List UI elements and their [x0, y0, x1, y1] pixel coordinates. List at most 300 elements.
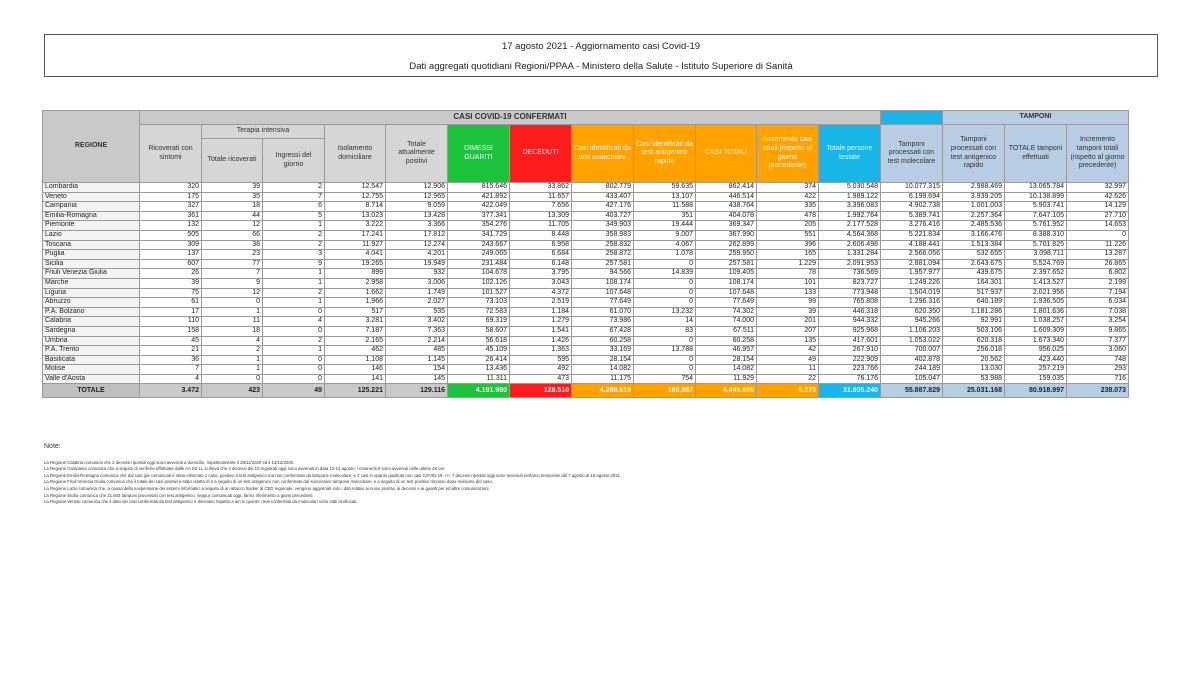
table-cell: 1.038.257: [1005, 317, 1067, 327]
table-cell: 11: [757, 365, 819, 375]
table-row: [43, 374, 1129, 384]
table-cell: 944.332: [819, 317, 881, 327]
table-cell: 485: [386, 346, 448, 356]
table-cell: 12.965: [386, 192, 448, 202]
table-row: [43, 183, 1129, 193]
table-cell: 39: [757, 307, 819, 317]
table-cell: 154: [386, 365, 448, 375]
table-cell: 74.302: [696, 307, 757, 317]
table-cell: 607: [140, 259, 202, 269]
table-cell: 243.667: [448, 240, 510, 250]
note-line: La Regione Veneto comunica che il dato dei casi confermati da test antigenico è diminuito rispetto a ieri in quanto i test confermati da molecolari sono stati ricollocati.: [44, 499, 358, 505]
table-cell: 2.566.056: [881, 250, 943, 260]
table-cell: 165: [757, 250, 819, 260]
table-cell: 3.366: [386, 221, 448, 231]
table-cell: 231.484: [448, 259, 510, 269]
group-persone-spacer: [881, 111, 943, 125]
table-cell: 14.082: [696, 365, 757, 375]
table-cell: 12: [202, 288, 263, 298]
note-line: La Regione Lazio comunica che, a causa della sospensione dei sistemi informatici a seguito di un attacco hacker al CED regionale, vengono aggiornati solo i dati relativi ai nuovi positivi, ai decessi e ai guariti per ed altre comunicazioni.: [44, 485, 490, 491]
table-cell: 862.414: [696, 183, 757, 193]
table-cell: 207: [757, 326, 819, 336]
notes-lines: [44, 460, 1154, 506]
table-cell: 1.749: [386, 288, 448, 298]
table-cell: 1.609.309: [1005, 326, 1067, 336]
table-cell: 28.154: [696, 355, 757, 365]
table-cell: 327: [140, 202, 202, 212]
totals-cell: 4.288.619: [572, 384, 634, 398]
col-tamponi-incremento: Incremento tamponi totali (rispetto al giorno precedente): [1067, 125, 1129, 183]
row-region-name: Piemonte: [43, 221, 140, 231]
table-row: [43, 211, 1129, 221]
totals-cell: 129.116: [386, 384, 448, 398]
table-cell: 5.701.825: [1005, 240, 1067, 250]
table-cell: 45: [140, 336, 202, 346]
table-cell: 19.265: [325, 259, 386, 269]
table-cell: 14.653: [1067, 221, 1129, 231]
table-cell: 3.166.476: [943, 230, 1005, 240]
table-row: [43, 288, 1129, 298]
table-row: [43, 250, 1129, 260]
table-cell: 446.514: [696, 192, 757, 202]
table-cell: 0: [634, 278, 696, 288]
table-cell: 3.795: [510, 269, 572, 279]
table-cell: 422: [757, 192, 819, 202]
row-region-name: Valle d'Aosta: [43, 374, 140, 384]
table-cell: 433.407: [572, 192, 634, 202]
table-cell: 0: [263, 365, 325, 375]
table-cell: 99: [757, 298, 819, 308]
table-cell: 5.389.741: [881, 211, 943, 221]
totals-cell: 55.887.829: [881, 384, 943, 398]
table-cell: 0: [202, 298, 263, 308]
totals-label: TOTALE: [43, 384, 140, 398]
row-region-name: P.A. Trento: [43, 346, 140, 356]
table-row: [43, 346, 1129, 356]
table-cell: 956.025: [1005, 346, 1067, 356]
table-cell: 7.194: [1067, 288, 1129, 298]
row-region-name: Toscana: [43, 240, 140, 250]
table-cell: 107.648: [696, 288, 757, 298]
row-region-name: Umbria: [43, 336, 140, 346]
table-cell: 66: [202, 230, 263, 240]
table-cell: 3.006: [386, 278, 448, 288]
table-cell: 13.788: [634, 346, 696, 356]
table-cell: 18: [202, 326, 263, 336]
table-cell: 421.892: [448, 192, 510, 202]
table-cell: 108.174: [696, 278, 757, 288]
col-tamponi-antigenico: Tamponi processati con test antigenico rapido: [943, 125, 1005, 183]
col-dimessi: DIMESSI GUARITI: [448, 125, 510, 183]
table-cell: 12.547: [325, 183, 386, 193]
table-cell: 7: [140, 365, 202, 375]
group-casi-confermati: CASI COVID-19 CONFERMATI: [140, 111, 881, 125]
table-cell: 404.078: [696, 211, 757, 221]
table-row: [43, 278, 1129, 288]
table-row: [43, 269, 1129, 279]
table-row: [43, 240, 1129, 250]
table-cell: 7.363: [386, 326, 448, 336]
table-cell: 1.673.340: [1005, 336, 1067, 346]
table-cell: 1: [202, 365, 263, 375]
table-cell: 26: [140, 269, 202, 279]
table-cell: 61.070: [572, 307, 634, 317]
row-region-name: Basilicata: [43, 355, 140, 365]
table-row: [43, 230, 1129, 240]
table-cell: 377.341: [448, 211, 510, 221]
table-cell: 6.148: [510, 259, 572, 269]
table-cell: 164.301: [943, 278, 1005, 288]
table-cell: 349.903: [572, 221, 634, 231]
table-cell: 58.607: [448, 326, 510, 336]
table-cell: 1.936.505: [1005, 298, 1067, 308]
table-cell: 7.647.105: [1005, 211, 1067, 221]
table-cell: 716: [1067, 374, 1129, 384]
table-cell: 2: [263, 288, 325, 298]
col-ricoverati: Ricoverati con sintomi: [140, 125, 202, 183]
table-cell: 102.126: [448, 278, 510, 288]
table-cell: 94.566: [572, 269, 634, 279]
report-header: [44, 34, 1158, 77]
table-row: [43, 317, 1129, 327]
col-tamponi-molecolare: Tamponi processati con test molecolare: [881, 125, 943, 183]
table-cell: 77: [202, 259, 263, 269]
table-cell: 3.396.083: [819, 202, 881, 212]
table-cell: 4: [140, 374, 202, 384]
table-cell: 11.311: [448, 374, 510, 384]
row-region-name: Friuli Venezia Giulia: [43, 269, 140, 279]
totals-cell: 5.273: [757, 384, 819, 398]
table-cell: 358.983: [572, 230, 634, 240]
note-line: La Regione Emilia-Romagna comunica che dai casi già comunicati è stato eliminato 1 caso, positivo a test antigenico ma non confermato da tampone molecolare, e 2 casi in quanto giudicati non casi COVID-19. I n. 7 decessi riportati oggi sono avvenuti nell'arco temporale dal 7 agosto al 15 agosto 2021.: [44, 472, 622, 478]
table-cell: 26.865: [1067, 259, 1129, 269]
table-cell: 1: [263, 278, 325, 288]
table-cell: 12.274: [386, 240, 448, 250]
table-cell: 259.950: [696, 250, 757, 260]
table-cell: 0: [202, 374, 263, 384]
table-cell: 1.513.384: [943, 240, 1005, 250]
col-ti-ingressi: Ingressi del giorno: [263, 139, 325, 183]
table-cell: 1.296.316: [881, 298, 943, 308]
row-region-name: Marche: [43, 278, 140, 288]
table-cell: 257.581: [696, 259, 757, 269]
table-cell: 13.287: [1067, 250, 1129, 260]
table-cell: 341.729: [448, 230, 510, 240]
row-region-name: Lazio: [43, 230, 140, 240]
table-cell: 72.583: [448, 307, 510, 317]
table-cell: 1.957.977: [881, 269, 943, 279]
group-tamponi: TAMPONI: [943, 111, 1129, 125]
table-cell: 2: [263, 240, 325, 250]
table-cell: 257.219: [1005, 365, 1067, 375]
totals-cell: 80.918.997: [1005, 384, 1067, 398]
table-row: [43, 365, 1129, 375]
table-row: [43, 202, 1129, 212]
table-cell: 132: [140, 221, 202, 231]
table-cell: 823.727: [819, 278, 881, 288]
table-cell: 13.428: [386, 211, 448, 221]
table-cell: 802.779: [572, 183, 634, 193]
table-cell: 5: [263, 211, 325, 221]
table-cell: 135: [757, 336, 819, 346]
table-cell: 3.043: [510, 278, 572, 288]
col-ti-totale: Totale ricoverati: [202, 139, 263, 183]
table-cell: 1.966: [325, 298, 386, 308]
table-cell: 61: [140, 298, 202, 308]
table-cell: 7: [263, 192, 325, 202]
table-cell: 1.229: [757, 259, 819, 269]
table-cell: 14.082: [572, 365, 634, 375]
table-cell: 551: [757, 230, 819, 240]
table-cell: 1.249.226: [881, 278, 943, 288]
table-cell: 9.865: [1067, 326, 1129, 336]
table-cell: 3.222: [325, 221, 386, 231]
table-cell: 1.541: [510, 326, 572, 336]
table-cell: 403.727: [572, 211, 634, 221]
table-cell: 158: [140, 326, 202, 336]
table-cell: 1: [202, 355, 263, 365]
table-cell: 7: [202, 269, 263, 279]
table-cell: 4.902.738: [881, 202, 943, 212]
table-cell: 1.279: [510, 317, 572, 327]
note-line: La Regione Calabria comunica che 2 decessi riportati oggi sono avvenuti a domicilio, rispettivamente il 28/11/2020 ed il 14/12/2020.: [44, 459, 295, 465]
row-region-name: Molise: [43, 365, 140, 375]
table-cell: 4: [202, 336, 263, 346]
table-cell: 1.504.019: [881, 288, 943, 298]
totals-cell: 31.805.240: [819, 384, 881, 398]
table-cell: 1.108: [325, 355, 386, 365]
table-cell: 258.832: [572, 240, 634, 250]
table-cell: 4.564.368: [819, 230, 881, 240]
table-cell: 517: [325, 307, 386, 317]
table-cell: 2.958: [325, 278, 386, 288]
table-cell: 3.276.416: [881, 221, 943, 231]
table-cell: 133: [757, 288, 819, 298]
table-cell: 2: [263, 183, 325, 193]
table-cell: 2: [263, 336, 325, 346]
table-cell: 2: [263, 230, 325, 240]
table-cell: 423.440: [1005, 355, 1067, 365]
notes-title: Note:: [44, 443, 61, 450]
table-cell: 67.428: [572, 326, 634, 336]
table-cell: 517.937: [943, 288, 1005, 298]
table-cell: 36: [140, 355, 202, 365]
table-cell: 6.958: [510, 240, 572, 250]
table-row: [43, 192, 1129, 202]
table-cell: 0: [634, 365, 696, 375]
table-cell: 13.309: [510, 211, 572, 221]
table-cell: 53.988: [943, 374, 1005, 384]
table-cell: 367.990: [696, 230, 757, 240]
table-cell: 2.165: [325, 336, 386, 346]
table-cell: 3.098.711: [1005, 250, 1067, 260]
table-body: [43, 183, 1129, 398]
table-cell: 2.091.953: [819, 259, 881, 269]
table-cell: 427.176: [572, 202, 634, 212]
table-cell: 76.176: [819, 374, 881, 384]
table-cell: 13.023: [325, 211, 386, 221]
table-cell: 0: [634, 355, 696, 365]
table-cell: 2.988.469: [943, 183, 1005, 193]
table-cell: 13.107: [634, 192, 696, 202]
table-cell: 56.618: [448, 336, 510, 346]
table-cell: 5.221.834: [881, 230, 943, 240]
table-cell: 932: [386, 269, 448, 279]
table-cell: 35: [202, 192, 263, 202]
col-regione: REGIONE: [43, 111, 140, 183]
table-cell: 320: [140, 183, 202, 193]
table-cell: 293: [1067, 365, 1129, 375]
row-region-name: Calabria: [43, 317, 140, 327]
table-cell: 351: [634, 211, 696, 221]
table-cell: 12: [202, 221, 263, 231]
table-cell: 14: [634, 317, 696, 327]
table-cell: 1.363: [510, 346, 572, 356]
totals-cell: 3.472: [140, 384, 202, 398]
table-cell: 2.177.528: [819, 221, 881, 231]
totals-cell: 128.510: [510, 384, 572, 398]
table-cell: 6.034: [1067, 298, 1129, 308]
table-cell: 175: [140, 192, 202, 202]
table-cell: 12.906: [386, 183, 448, 193]
row-region-name: Campania: [43, 202, 140, 212]
table-cell: 107.648: [572, 288, 634, 298]
report-title: 17 agosto 2021 - Aggiornamento casi Covid-19: [501, 41, 701, 52]
table-cell: 0: [634, 259, 696, 269]
table-cell: 19.949: [386, 259, 448, 269]
table-cell: 505: [140, 230, 202, 240]
table-cell: 13.030: [943, 365, 1005, 375]
table-cell: 3: [263, 250, 325, 260]
table-cell: 67.511: [696, 326, 757, 336]
table-cell: 38: [202, 240, 263, 250]
table-cell: 3.939.205: [943, 192, 1005, 202]
table-cell: 700.007: [881, 346, 943, 356]
table-cell: 49: [757, 355, 819, 365]
table-cell: 17: [140, 307, 202, 317]
table-row: [43, 298, 1129, 308]
note-line: La Regione Friuli Venezia Giulia comunica che il totale dei casi positivi è stato ridotto di 2 a seguito di un test antigenico non confermato dal successivo tampone molecolare, e a seguito di un test positivo rimosso dopo revisione del caso.: [44, 479, 494, 485]
table-cell: 1: [263, 221, 325, 231]
table-cell: 2.643.675: [943, 259, 1005, 269]
table-cell: 32.997: [1067, 183, 1129, 193]
table-cell: 137: [140, 250, 202, 260]
table-cell: 1: [263, 269, 325, 279]
table-cell: 17.812: [386, 230, 448, 240]
table-cell: 44: [202, 211, 263, 221]
table-cell: 9.059: [386, 202, 448, 212]
table-cell: 105.047: [881, 374, 943, 384]
table-cell: 33.169: [572, 346, 634, 356]
row-region-name: Lombardia: [43, 183, 140, 193]
table-row: [43, 259, 1129, 269]
table-cell: 1: [202, 307, 263, 317]
table-cell: 2.021.956: [1005, 288, 1067, 298]
table-cell: 244.189: [881, 365, 943, 375]
table-cell: 8.388.310: [1005, 230, 1067, 240]
table-cell: 73.986: [572, 317, 634, 327]
table-cell: 595: [510, 355, 572, 365]
table-cell: 1.662: [325, 288, 386, 298]
col-tamponi-totale: TOTALE tamponi effettuati: [1005, 125, 1067, 183]
row-region-name: Emilia-Romagna: [43, 211, 140, 221]
report-subtitle: Dati aggregati quotidiani Regioni/PPAA - Ministero della Salute - Istituto Superiore di Sanità: [409, 61, 793, 72]
col-incremento-casi: Incremento casi totali (rispetto al giorno precedente): [757, 125, 819, 183]
table-cell: 249.065: [448, 250, 510, 260]
table-cell: 3.060: [1067, 346, 1129, 356]
table-cell: 42.626: [1067, 192, 1129, 202]
table-cell: 2.397.652: [1005, 269, 1067, 279]
table-cell: 438.764: [696, 202, 757, 212]
table-cell: 535: [386, 307, 448, 317]
table-cell: 736.569: [819, 269, 881, 279]
table-cell: 92.991: [943, 317, 1005, 327]
table-cell: 1.053.022: [881, 336, 943, 346]
note-line: La Regione Sicilia comunica che 21.603 tamponi processati con test antigenico, seppur comunicati oggi, fanno riferimento a giorni precedenti.: [44, 492, 314, 498]
table-cell: 1.801.636: [1005, 307, 1067, 317]
table-cell: 5.903.741: [1005, 202, 1067, 212]
table-cell: 4: [263, 317, 325, 327]
table-cell: 417.601: [819, 336, 881, 346]
table-cell: 83: [634, 326, 696, 336]
table-cell: 7.038: [1067, 307, 1129, 317]
table-cell: 1.413.527: [1005, 278, 1067, 288]
table-cell: 620.318: [943, 336, 1005, 346]
totals-cell: 49: [263, 384, 325, 398]
table-cell: 11.705: [510, 221, 572, 231]
table-cell: 1.184: [510, 307, 572, 317]
table-cell: 620.350: [881, 307, 943, 317]
table-cell: 4.372: [510, 288, 572, 298]
table-cell: 1.181.286: [943, 307, 1005, 317]
table-cell: 4.041: [325, 250, 386, 260]
table-cell: 1.426: [510, 336, 572, 346]
table-cell: 22: [757, 374, 819, 384]
table-cell: 13.232: [634, 307, 696, 317]
table-cell: 640.189: [943, 298, 1005, 308]
table-cell: 11.927: [325, 240, 386, 250]
table-cell: 222.909: [819, 355, 881, 365]
table-row: [43, 221, 1129, 231]
table-cell: 42: [757, 346, 819, 356]
table-cell: 6.802: [1067, 269, 1129, 279]
table-cell: 60.258: [696, 336, 757, 346]
table-cell: 77.649: [696, 298, 757, 308]
group-terapia-intensiva: Terapia intensiva: [202, 125, 325, 139]
table-cell: 2.257.364: [943, 211, 1005, 221]
table-cell: 11.175: [572, 374, 634, 384]
table-cell: 33.862: [510, 183, 572, 193]
table-cell: 5.524.769: [1005, 259, 1067, 269]
covid-data-table: [42, 110, 1129, 398]
table-cell: 78: [757, 269, 819, 279]
table-cell: 101: [757, 278, 819, 288]
table-cell: 1.078: [634, 250, 696, 260]
table-cell: 6.684: [510, 250, 572, 260]
table-cell: 0: [634, 336, 696, 346]
table-cell: 5.030.548: [819, 183, 881, 193]
table-cell: 74.000: [696, 317, 757, 327]
totals-row: [43, 384, 1129, 398]
table-cell: 10.077.315: [881, 183, 943, 193]
row-region-name: Sicilia: [43, 259, 140, 269]
row-region-name: Sardegna: [43, 326, 140, 336]
table-cell: 60.258: [572, 336, 634, 346]
table-cell: 141: [325, 374, 386, 384]
table-cell: 104.678: [448, 269, 510, 279]
col-persone-testate: Totale persone testate: [819, 125, 881, 183]
table-cell: 396: [757, 240, 819, 250]
